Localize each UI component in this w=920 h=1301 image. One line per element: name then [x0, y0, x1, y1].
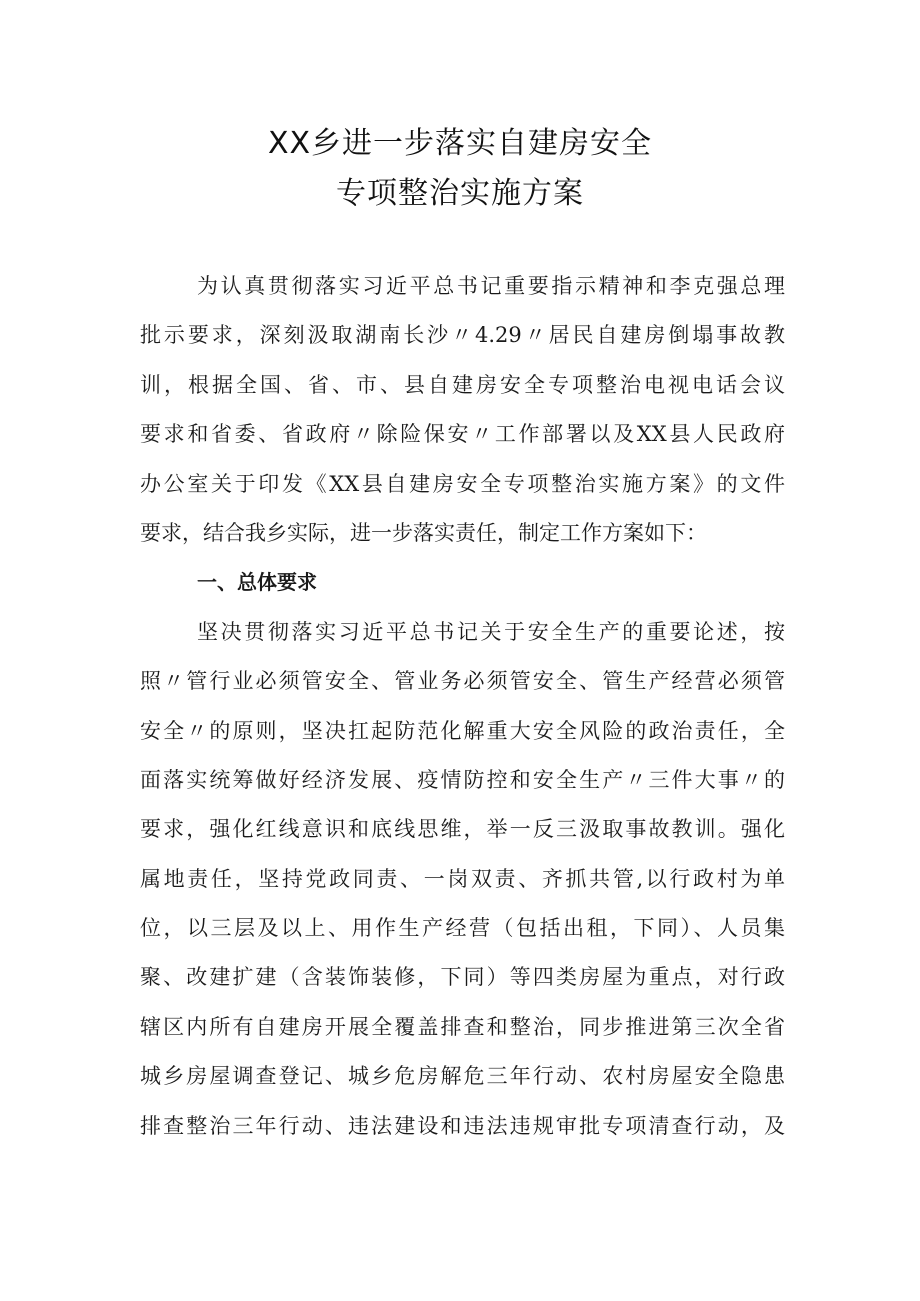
document-title-line-1: XX乡进一步落实自建房安全 [267, 126, 653, 161]
paragraph-line: 批示要求，深刻汲取湖南长沙〃4.29〃居民自建房倒塌事故教 [140, 323, 785, 348]
paragraph-line: 位，以三层及以上、用作生产经营（包括出租，下同）、人员集 [140, 916, 785, 941]
paragraph-line: 安全〃的原则，坚决扛起防范化解重大安全风险的政治责任，全 [140, 718, 785, 743]
paragraph-line: 要求和省委、省政府〃除险保安〃工作部署以及XX县人民政府 [140, 422, 785, 447]
document-body [140, 268, 785, 1157]
paragraph-line: 训，根据全国、省、市、县自建房安全专项整治电视电话会议 [140, 372, 785, 397]
paragraph-line: 属地责任，坚持党政同责、一岗双责、齐抓共管,以行政村为单 [140, 866, 785, 891]
paragraph-line: 聚、改建扩建（含装饰装修，下同）等四类房屋为重点，对行政 [140, 965, 785, 990]
paragraph-line: 办公室关于印发《XX县自建房安全专项整治实施方案》的文件 [140, 471, 785, 496]
paragraph-line: 排查整治三年行动、违法建设和违法违规审批专项清查行动，及 [140, 1113, 785, 1138]
paragraph-line: 坚决贯彻落实习近平总书记关于安全生产的重要论述，按 [197, 619, 785, 644]
section-heading: 一、总体要求 [197, 570, 317, 595]
paragraph-line: 城乡房屋调查登记、城乡危房解危三年行动、农村房屋安全隐患 [140, 1064, 785, 1089]
paragraph-line: 为认真贯彻落实习近平总书记重要指示精神和李克强总理 [197, 274, 785, 298]
paragraph-line: 要求，结合我乡实际，进一步落实责任，制定工作方案如下： [140, 520, 707, 545]
paragraph-line: 照〃管行业必须管安全、管业务必须管安全、管生产经营必须管 [140, 669, 785, 694]
paragraph-line: 要求，强化红线意识和底线思维，举一反三汲取事故教训。强化 [140, 817, 785, 842]
paragraph-line: 辖区内所有自建房开展全覆盖排查和整治，同步推进第三次全省 [140, 1014, 785, 1039]
paragraph-line: 面落实统筹做好经济发展、疫情防控和安全生产〃三件大事〃的 [140, 767, 785, 792]
document-title-line-2: 专项整治实施方案 [336, 176, 584, 211]
